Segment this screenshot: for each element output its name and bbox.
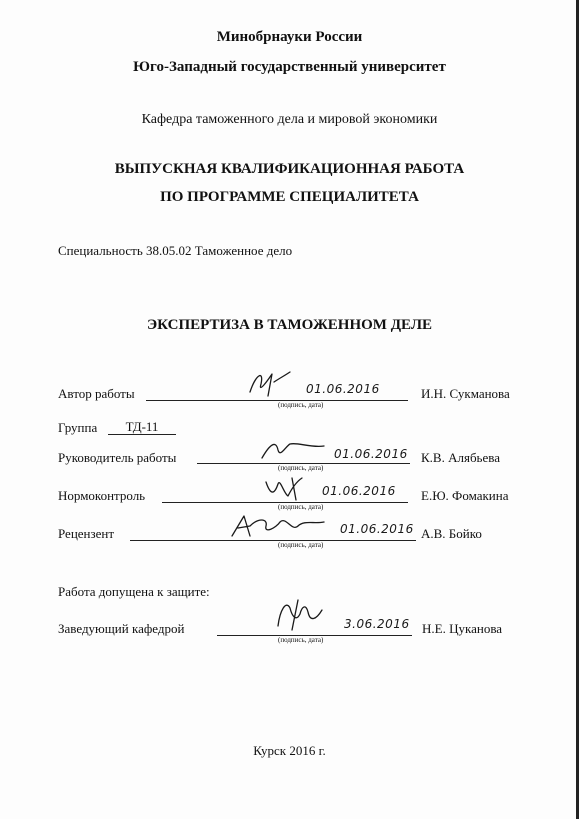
reviewer-date: 01.06.2016 (340, 522, 414, 536)
reviewer-signature-caption: (подпись, дата) (278, 541, 324, 549)
city-year: Курск 2016 г. (253, 743, 326, 758)
specialty-text: Специальность 38.05.02 Таможенное дело (58, 243, 293, 258)
author-label: Автор работы (58, 386, 135, 401)
work-type-line2: ПО ПРОГРАММЕ СПЕЦИАЛИТЕТА (160, 189, 419, 205)
author-date: 01.06.2016 (306, 382, 380, 396)
reviewer-name: А.В. Бойко (421, 526, 482, 541)
normcontrol-label: Нормоконтроль (58, 488, 146, 503)
supervisor-signature-caption: (подпись, дата) (278, 464, 324, 472)
author-signature-line (146, 400, 408, 401)
university-heading: Юго-Западный государственный университет (133, 59, 446, 75)
reviewer-signature-line (130, 540, 416, 541)
author-name: И.Н. Сукманова (421, 386, 510, 401)
head-label: Заведующий кафедрой (58, 621, 185, 636)
group-label: Группа (58, 420, 98, 435)
author-signature-caption: (подпись, дата) (278, 401, 324, 409)
head-signature-caption: (подпись, дата) (278, 636, 324, 644)
ministry-heading: Минобрнауки России (216, 29, 363, 45)
admission-text: Работа допущена к защите: (58, 584, 210, 599)
head-name: Н.Е. Цуканова (422, 621, 503, 636)
head-signature (272, 596, 328, 636)
supervisor-label: Руководитель работы (58, 450, 177, 465)
supervisor-signature (258, 436, 328, 464)
supervisor-name: К.В. Алябьева (421, 450, 500, 465)
normcontrol-signature-caption: (подпись, дата) (278, 503, 324, 511)
normcontrol-signature (262, 474, 312, 502)
normcontrol-name: Е.Ю. Фомакина (421, 488, 509, 503)
head-date: 3.06.2016 (344, 617, 410, 631)
supervisor-date: 01.06.2016 (334, 447, 408, 461)
author-signature (246, 368, 296, 400)
reviewer-signature (228, 512, 338, 540)
reviewer-label: Рецензент (58, 526, 115, 541)
department-heading: Кафедра таможенного дела и мировой экономики (141, 112, 438, 127)
topic-title: ЭКСПЕРТИЗА В ТАМОЖЕННОМ ДЕЛЕ (146, 317, 433, 333)
normcontrol-date: 01.06.2016 (322, 484, 396, 498)
work-type-line1: ВЫПУСКНАЯ КВАЛИФИКАЦИОННАЯ РАБОТА (114, 161, 465, 177)
group-value: ТД-11 (108, 420, 176, 435)
